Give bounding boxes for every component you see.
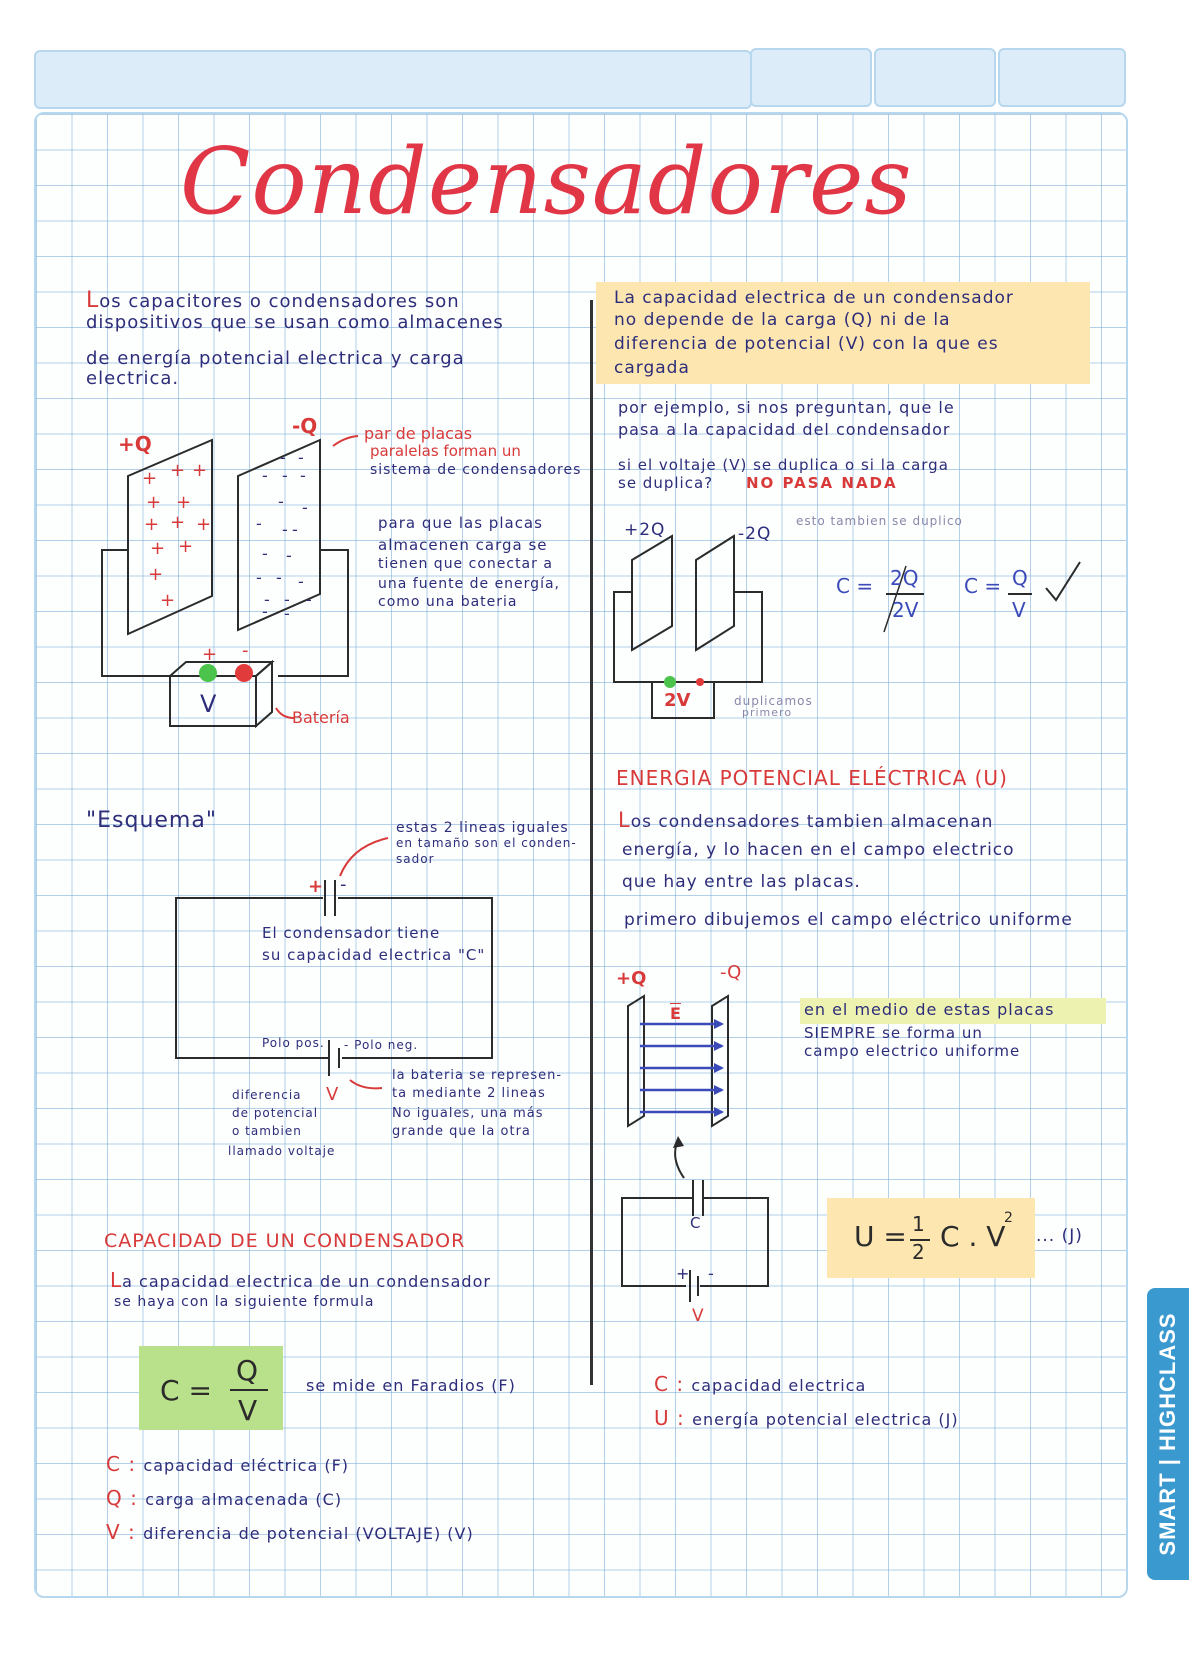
minus-charge: - [282, 466, 289, 485]
plus-charge: + [150, 538, 166, 559]
plus-charge: + [148, 564, 164, 585]
field-arrowheads [714, 1019, 724, 1117]
minus-charge: - [278, 492, 285, 511]
battery-top [170, 662, 272, 676]
example-line-1: por ejemplo, si nos preguntan, que le [618, 398, 955, 417]
minus-charge: - [284, 590, 291, 609]
cap-plus: + [308, 876, 324, 897]
energy-circuit [622, 1180, 768, 1302]
battery-plus-sign: + [202, 644, 218, 665]
battery-positive-terminal [199, 664, 217, 682]
energy-minus: - [708, 1264, 715, 1283]
field-arrow-head [673, 1136, 684, 1148]
plus-charge: + [170, 460, 186, 481]
energy-plus: + [676, 1264, 691, 1283]
also-note: esto tambien se duplico [796, 514, 963, 528]
field-e-label: $\overline{E}$ [670, 1004, 681, 1023]
minus-charge: - [256, 514, 263, 533]
legend-text: capacidad electrica [691, 1376, 867, 1395]
eq2-den: V [1012, 598, 1026, 622]
plus-charge: + [142, 468, 158, 489]
battery-caption: Batería [292, 708, 350, 727]
plates-note-2: paralelas forman un [370, 442, 521, 460]
example-answer: NO PASA NADA [746, 474, 898, 492]
battery-side [256, 662, 272, 726]
eq1-lhs: C = [836, 574, 874, 598]
intro-line-2: dispositivos que se usan como almacenes [86, 312, 504, 333]
plates-note-6: tienen que conectar a [378, 556, 553, 572]
cap-minus: - [340, 874, 348, 895]
plates-note-8: como una bateria [378, 594, 518, 610]
energy-c-label: C [690, 1214, 702, 1232]
capacity-line-2: se haya con la siguiente formula [114, 1294, 375, 1310]
field-minus-q: -Q [720, 962, 742, 983]
minus-charge: - [276, 568, 283, 587]
minus-charge: - [286, 546, 293, 565]
battery-minus-sign: - [242, 640, 249, 661]
plus-charge: + [178, 536, 194, 557]
capacity-formula-den: V [238, 1394, 258, 1427]
cap-note-2: su capacidad electrica "C" [262, 946, 486, 964]
energy-line-3: que hay entre las placas. [622, 872, 861, 892]
legend-text: capacidad eléctrica (F) [143, 1456, 350, 1475]
voltage-label: V [326, 1084, 339, 1105]
bat-note-2: ta mediante 2 lineas [392, 1086, 546, 1101]
example-line-4a: se duplica? [618, 474, 714, 492]
minus-charge: - [256, 568, 263, 587]
plates-note-5: almacenen carga se [378, 536, 548, 554]
capacity-formula-num: Q [236, 1354, 259, 1387]
energy-formula-u: U = [854, 1220, 907, 1253]
plates-note-4: para que las placas [378, 514, 543, 532]
box-line-3: diferencia de potencial (V) con la que es [614, 334, 999, 354]
positive-pole: Polo pos. [262, 1036, 325, 1050]
plus-charge: + [196, 514, 212, 535]
negative-pole: - Polo neg. [344, 1038, 419, 1052]
minus-charge: - [262, 602, 269, 621]
v-note-1: diferencia [232, 1088, 302, 1102]
minus-q-label: -Q [292, 414, 318, 438]
esquema-arrow [340, 838, 388, 876]
check-mark [1046, 562, 1080, 600]
energy-line-1: Los condensadores tambien almacenan [618, 808, 994, 832]
plus-charge: + [160, 590, 176, 611]
plus-charge: + [146, 492, 162, 513]
energy-heading: ENERGIA POTENCIAL ELÉCTRICA (U) [616, 766, 1008, 790]
energy-formula-num: 1 [912, 1212, 925, 1236]
energy-formula-exp: 2 [1004, 1210, 1013, 1226]
cap-note-1: El condensador tiene [262, 924, 441, 942]
plus-charge: + [144, 514, 160, 535]
intro-line-3: de energía potencial electrica y carga [86, 348, 465, 369]
bat-note-1: la bateria se represen- [392, 1068, 563, 1083]
minus-charge: - [280, 448, 287, 467]
field-lines [640, 1024, 722, 1112]
capacity-formula-lhs: C = [160, 1374, 212, 1407]
box-line-2: no depende de la carga (Q) ni de la [614, 310, 951, 330]
example-line-2: pasa a la capacidad del condensador [618, 420, 951, 439]
battery-voltage: V [200, 690, 217, 718]
minus-charge: - [298, 448, 305, 467]
legend-symbol: U : [654, 1406, 693, 1430]
minus-charge: - [300, 466, 307, 485]
mid-note-1: en el medio de estas placas [804, 1000, 1055, 1019]
arrow-to-plates [333, 436, 358, 446]
minus-charge: - [302, 498, 309, 517]
minus-charge: - [298, 572, 305, 591]
v-note-4: llamado voltaje [228, 1144, 336, 1158]
v-note-3: o tambien [232, 1124, 302, 1138]
dup-note-1: duplicamos [734, 694, 813, 708]
esquema-note-1: estas 2 lineas iguales [396, 820, 569, 836]
plates-note-3: sistema de condensadores [370, 462, 582, 478]
minus-charge: - [284, 604, 291, 623]
intro-line-4: electrica. [86, 368, 180, 389]
mid-note-2: SIEMPRE se forma un [804, 1024, 983, 1042]
intro-line-1: Los capacitores o condensadores son [86, 288, 460, 313]
dup-note-2: primero [742, 706, 793, 719]
legend-item [106, 1452, 349, 1476]
legend-symbol: C : [654, 1372, 692, 1396]
legend-symbol: C : [106, 1452, 144, 1476]
plates-diagram [102, 440, 348, 726]
legend-item [106, 1486, 342, 1510]
minus-charge: - [262, 466, 269, 485]
energy-line-4: primero dibujemos el campo eléctrico uniforme [624, 910, 1073, 930]
eq1-den: 2V [892, 598, 919, 622]
bat-note-4: grande que la otra [392, 1124, 531, 1139]
energy-formula-den: 2 [912, 1240, 925, 1264]
legend-item [654, 1406, 959, 1430]
box-line-4: cargada [614, 358, 690, 378]
dup-battery-pos [664, 676, 676, 688]
energy-line-2: energía, y lo hacen en el campo electrico [622, 840, 1015, 860]
mid-note-3: campo electrico uniforme [804, 1042, 1021, 1060]
esquema-heading: "Esquema" [86, 808, 217, 833]
legend-symbol: Q : [106, 1486, 146, 1510]
minus-charge: - [264, 590, 271, 609]
eq2-num: Q [1012, 566, 1028, 590]
minus-2q: -2Q [738, 524, 772, 544]
esquema-circuit [176, 880, 492, 1076]
minus-charge: - [262, 544, 269, 563]
capacity-heading: CAPACIDAD DE UN CONDENSADOR [104, 1230, 466, 1252]
v-note-2: de potencial [232, 1106, 319, 1120]
example-line-3: si el voltaje (V) se duplica o si la carga [618, 456, 949, 474]
capacity-line-1: La capacidad electrica de un condensador [110, 1268, 491, 1292]
page-title: Condensadores [180, 128, 913, 235]
plus-q-label: +Q [118, 432, 152, 456]
battery-negative-terminal [235, 664, 253, 682]
energy-v-label: V [692, 1306, 704, 1326]
box-line-1: La capacidad electrica de un condensador [614, 288, 1014, 308]
legend-text: energía potencial electrica (J) [692, 1410, 959, 1429]
minus-charge: - [306, 590, 313, 609]
plates-note-7: una fuente de energía, [378, 576, 560, 592]
legend-symbol: V : [106, 1520, 144, 1544]
battery-note-arrow [350, 1080, 382, 1088]
plus-charge: + [176, 492, 192, 513]
legend-item [106, 1520, 474, 1544]
dup-battery-neg [696, 678, 704, 686]
plates-note-1: par de placas [364, 424, 473, 443]
bat-note-3: No iguales, una más [392, 1106, 544, 1121]
energy-formula-rest: C . V [940, 1220, 1006, 1253]
dup-battery: 2V [664, 690, 691, 711]
plus-charge: + [170, 512, 186, 533]
plus-2q: +2Q [624, 520, 666, 540]
legend-item [654, 1372, 866, 1396]
eq2-lhs: C = [964, 574, 1002, 598]
field-plus-q: +Q [616, 968, 647, 989]
plus-charge: + [192, 460, 208, 481]
minus-charge: - [292, 520, 299, 539]
legend-text: carga almacenada (C) [145, 1490, 343, 1509]
legend-text: diferencia de potencial (VOLTAJE) (V) [143, 1524, 474, 1543]
brand-tab-text: SMART | HIGHCLASS [1155, 1312, 1180, 1556]
minus-charge: - [282, 520, 289, 539]
eq1-num: 2Q [890, 566, 919, 590]
esquema-note-2: en tamaño son el conden- [396, 836, 577, 850]
capacity-unit-note: se mide en Faradios (F) [306, 1376, 516, 1395]
esquema-note-3: sador [396, 852, 435, 866]
energy-unit: ... (J) [1036, 1226, 1083, 1246]
